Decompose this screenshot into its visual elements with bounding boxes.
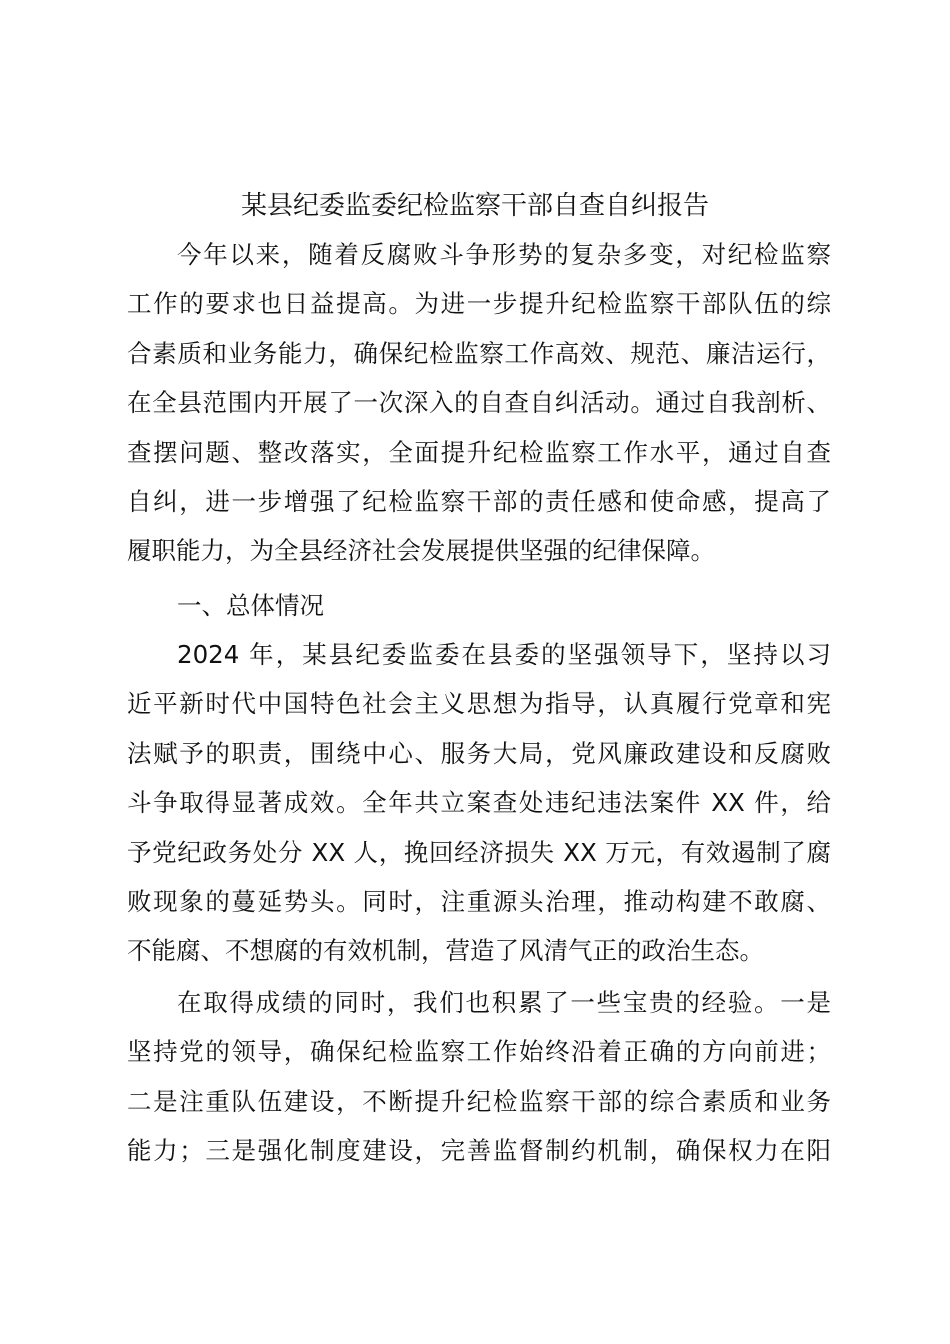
text-line: 工作的要求也日益提高。为进一步提升纪检监察干部队伍的综 [127, 289, 831, 319]
text-line: 合素质和业务能力，确保纪检监察工作高效、规范、廉洁运行， [127, 338, 831, 368]
document-title: 某县纪委监委纪检监察干部自查自纠报告 [240, 191, 709, 221]
text-line: 坚持党的领导，确保纪检监察工作始终沿着正确的方向前进； [127, 1037, 831, 1067]
text-line: 近平新时代中国特色社会主义思想为指导，认真履行党章和宪 [127, 689, 831, 719]
text-line: 斗争取得显著成效。全年共立案查处违纪违法案件 XX 件，给 [127, 788, 831, 818]
text-line: 履职能力，为全县经济社会发展提供坚强的纪律保障。 [127, 536, 715, 566]
paragraph-overview [127, 630, 831, 976]
section-heading [127, 581, 831, 630]
text-line: 予党纪政务处分 XX 人，挽回经济损失 XX 万元，有效遏制了腐 [127, 837, 831, 867]
text-line: 在取得成绩的同时，我们也积累了一些宝贵的经验。一是 [177, 988, 831, 1017]
text-line: 不能腐、不想腐的有效机制，营造了风清气正的政治生态。 [127, 936, 764, 966]
text-line: 自纠，进一步增强了纪检监察干部的责任感和使命感，提高了 [127, 486, 831, 516]
text-line: 败现象的蔓延势头。同时，注重源头治理，推动构建不敢腐、 [127, 886, 831, 916]
text-line: 查摆问题、整改落实，全面提升纪检监察工作水平，通过自查 [127, 437, 831, 467]
heading-line: 一、总体情况 [177, 591, 324, 620]
text-line: 今年以来，随着反腐败斗争形势的复杂多变，对纪检监察 [177, 240, 831, 269]
text-line: 二是注重队伍建设，不断提升纪检监察干部的综合素质和业务 [127, 1086, 831, 1116]
text-line: 2024 年，某县纪委监委在县委的坚强领导下，坚持以习 [177, 640, 831, 669]
text-line: 在全县范围内开展了一次深入的自查自纠活动。通过自我剖析、 [127, 388, 831, 418]
text-line: 能力；三是强化制度建设，完善监督制约机制，确保权力在阳 [127, 1136, 831, 1166]
paragraph-experience [127, 978, 831, 1176]
paragraph-intro [127, 230, 831, 576]
text-line: 法赋予的职责，围绕中心、服务大局，党风廉政建设和反腐败 [127, 738, 831, 768]
